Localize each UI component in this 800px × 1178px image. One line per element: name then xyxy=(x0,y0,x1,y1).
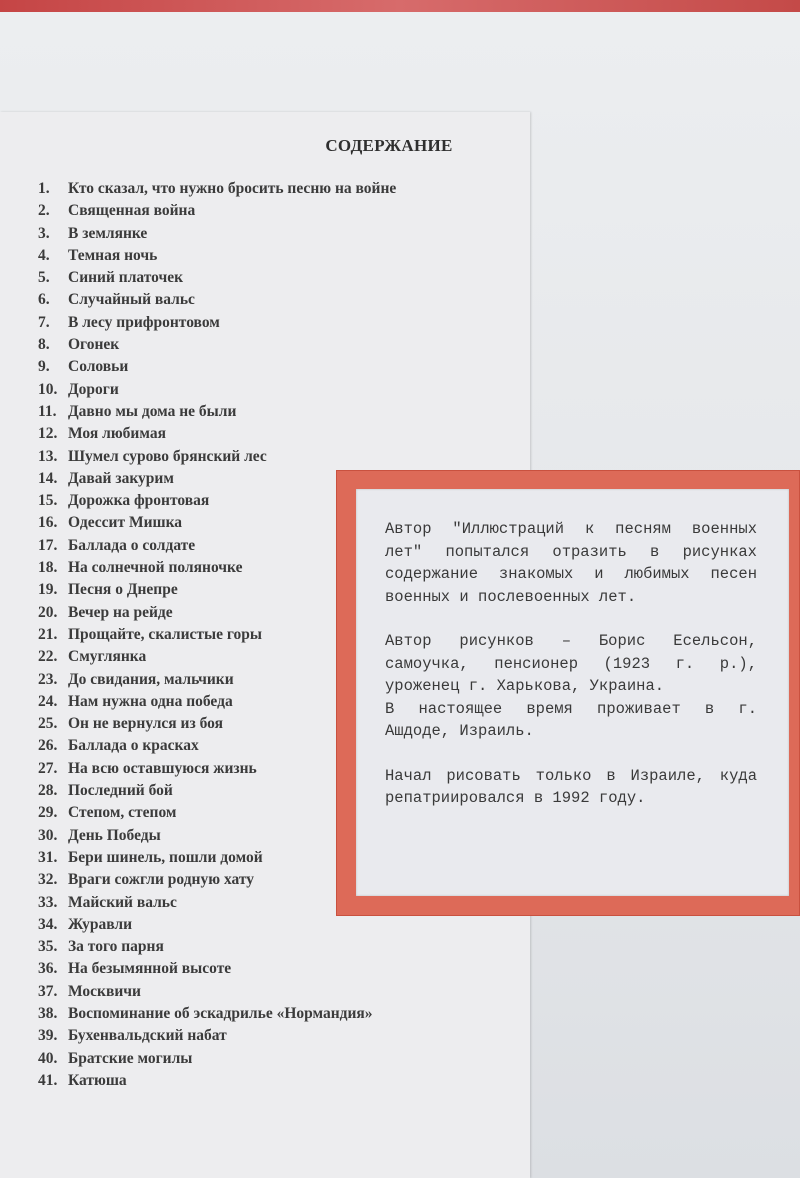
contents-item-number: 16. xyxy=(38,514,58,532)
contents-item-number: 9. xyxy=(38,358,50,376)
contents-item-title: До свидания, мальчики xyxy=(68,670,234,688)
contents-item-number: 18. xyxy=(38,559,58,577)
contents-item-title: Темная ночь xyxy=(68,246,158,264)
contents-item xyxy=(38,289,396,311)
contents-item-number: 36. xyxy=(38,960,58,978)
contents-item-title: Он не вернулся из боя xyxy=(68,715,223,733)
contents-item-number: 23. xyxy=(38,670,58,688)
contents-item-title: День Победы xyxy=(68,826,161,844)
contents-item-number: 21. xyxy=(38,625,58,643)
contents-title xyxy=(0,136,800,156)
contents-item-number: 6. xyxy=(38,291,50,309)
contents-item-number: 29. xyxy=(38,804,58,822)
contents-item-number: 35. xyxy=(38,938,58,956)
contents-item-title: Бери шинель, пошли домой xyxy=(68,848,263,866)
contents-item xyxy=(38,379,396,401)
contents-item-number: 20. xyxy=(38,603,58,621)
contents-item-title: Последний бой xyxy=(68,782,173,800)
contents-item-number: 31. xyxy=(38,848,58,866)
contents-item-number: 22. xyxy=(38,648,58,666)
contents-item xyxy=(38,178,396,200)
contents-item-number: 40. xyxy=(38,1049,58,1067)
contents-item xyxy=(38,356,396,378)
contents-item-number: 12. xyxy=(38,425,58,443)
contents-item-title: На безымянной высоте xyxy=(68,960,232,978)
contents-item-number: 41. xyxy=(38,1071,58,1089)
contents-item-number: 30. xyxy=(38,826,58,844)
contents-item-title: Баллада о красках xyxy=(68,737,199,755)
contents-item xyxy=(38,1003,396,1025)
contents-item-number: 7. xyxy=(38,313,50,331)
contents-item xyxy=(38,936,396,958)
contents-item-number: 19. xyxy=(38,581,58,599)
contents-item-title: Смуглянка xyxy=(68,648,147,666)
note-paragraph-about-author: Автор рисунков – Борис Есельсон, самоучка, пенсионер (1923 г. р.), уроженец г. Харькова, Украина. xyxy=(385,632,757,695)
contents-item-title: Прощайте, скалистые горы xyxy=(68,625,262,643)
contents-item xyxy=(38,1048,396,1070)
contents-item-number: 14. xyxy=(38,469,58,487)
contents-item-number: 2. xyxy=(38,202,50,220)
contents-item-title: Синий платочек xyxy=(68,269,184,287)
contents-item-title: Бухенвальдский набат xyxy=(68,1027,227,1045)
contents-item-title: На солнечной поляночке xyxy=(68,559,243,577)
contents-item-title: Журавли xyxy=(68,915,133,933)
contents-item xyxy=(38,334,396,356)
contents-item xyxy=(38,981,396,1003)
contents-item xyxy=(38,312,396,334)
contents-item xyxy=(38,223,396,245)
contents-item-number: 25. xyxy=(38,715,58,733)
contents-item xyxy=(38,446,396,468)
note-paragraph-began-drawing: Начал рисовать только в Израиле, куда репатриировался в 1992 году. xyxy=(385,766,757,807)
contents-item-title: Нам нужна одна победа xyxy=(68,692,233,710)
contents-item-title: Песня о Днепре xyxy=(68,581,178,599)
contents-item xyxy=(38,423,396,445)
contents-item-number: 4. xyxy=(38,246,50,264)
contents-item-title: Воспоминание об эскадрилье «Нормандия» xyxy=(68,1004,373,1022)
contents-item-number: 37. xyxy=(38,982,58,1000)
contents-item xyxy=(38,200,396,222)
contents-item-number: 3. xyxy=(38,224,50,242)
contents-item xyxy=(38,958,396,980)
contents-item-number: 1. xyxy=(38,180,50,197)
contents-item-number: 24. xyxy=(38,692,58,710)
contents-item xyxy=(38,914,396,936)
contents-item-number: 5. xyxy=(38,269,50,287)
contents-item-title: Соловьи xyxy=(68,358,129,376)
note-paragraph-about-book: Автор "Иллюстраций к песням военных лет" попытался отразить в рисунках содержание знакомых и любимых песен военных и послевоенных лет. xyxy=(385,520,757,606)
top-red-edge xyxy=(0,0,800,12)
contents-item-title: Священная война xyxy=(68,202,196,220)
contents-item-number: 17. xyxy=(38,536,58,554)
contents-item-number: 11. xyxy=(38,402,57,420)
contents-item-title: Дороги xyxy=(68,380,119,398)
contents-item-number: 27. xyxy=(38,759,58,777)
contents-item-number: 38. xyxy=(38,1004,58,1022)
contents-item-title: Шумел сурово брянский лес xyxy=(68,447,267,465)
contents-item-title: На всю оставшуюся жизнь xyxy=(68,759,257,777)
contents-item-title: Давно мы дома не были xyxy=(68,402,237,420)
contents-item xyxy=(38,401,396,423)
contents-item-title: Случайный вальс xyxy=(68,291,195,309)
contents-item xyxy=(38,245,396,267)
note-paragraph-residence: В настоящее время проживает в г. Ашдоде, Израиль. xyxy=(385,699,757,740)
contents-item-title: Враги сожгли родную хату xyxy=(68,871,255,889)
contents-item-title: Москвичи xyxy=(68,982,141,1000)
contents-item-title: В лесу прифронтовом xyxy=(68,313,220,331)
contents-item-number: 13. xyxy=(38,447,58,465)
contents-item-title: Одессит Мишка xyxy=(68,514,183,532)
contents-item-number: 39. xyxy=(38,1027,58,1045)
contents-item-number: 10. xyxy=(38,380,58,398)
contents-item-title: Огонек xyxy=(68,336,120,354)
contents-item-title: Давай закурим xyxy=(68,469,174,487)
contents-item-number: 28. xyxy=(38,782,58,800)
contents-item-title: За того парня xyxy=(68,938,164,956)
contents-item-title: Вечер на рейде xyxy=(68,603,173,621)
contents-item-title: Катюша xyxy=(68,1071,127,1089)
contents-item-title: Братские могилы xyxy=(68,1049,193,1067)
contents-item-title: Кто сказал, что нужно бросить песню на войне xyxy=(68,180,397,197)
contents-item xyxy=(38,1070,396,1092)
contents-item-title: Степом, степом xyxy=(68,804,177,822)
contents-item-title: Моя любимая xyxy=(68,425,166,443)
author-note xyxy=(385,518,757,832)
contents-item-number: 33. xyxy=(38,893,58,911)
contents-item-title: Дорожка фронтовая xyxy=(68,492,210,510)
contents-item xyxy=(38,267,396,289)
contents-item-number: 8. xyxy=(38,336,50,354)
contents-title-text: СОДЕРЖАНИЕ xyxy=(325,136,453,155)
contents-item-title: Майский вальс xyxy=(68,893,177,911)
contents-item-title: В землянке xyxy=(68,224,148,242)
contents-item-number: 26. xyxy=(38,737,58,755)
contents-item-number: 15. xyxy=(38,492,58,510)
contents-item-title: Баллада о солдате xyxy=(68,536,196,554)
contents-item-number: 34. xyxy=(38,915,58,933)
contents-item-number: 32. xyxy=(38,871,58,889)
contents-item xyxy=(38,1025,396,1047)
